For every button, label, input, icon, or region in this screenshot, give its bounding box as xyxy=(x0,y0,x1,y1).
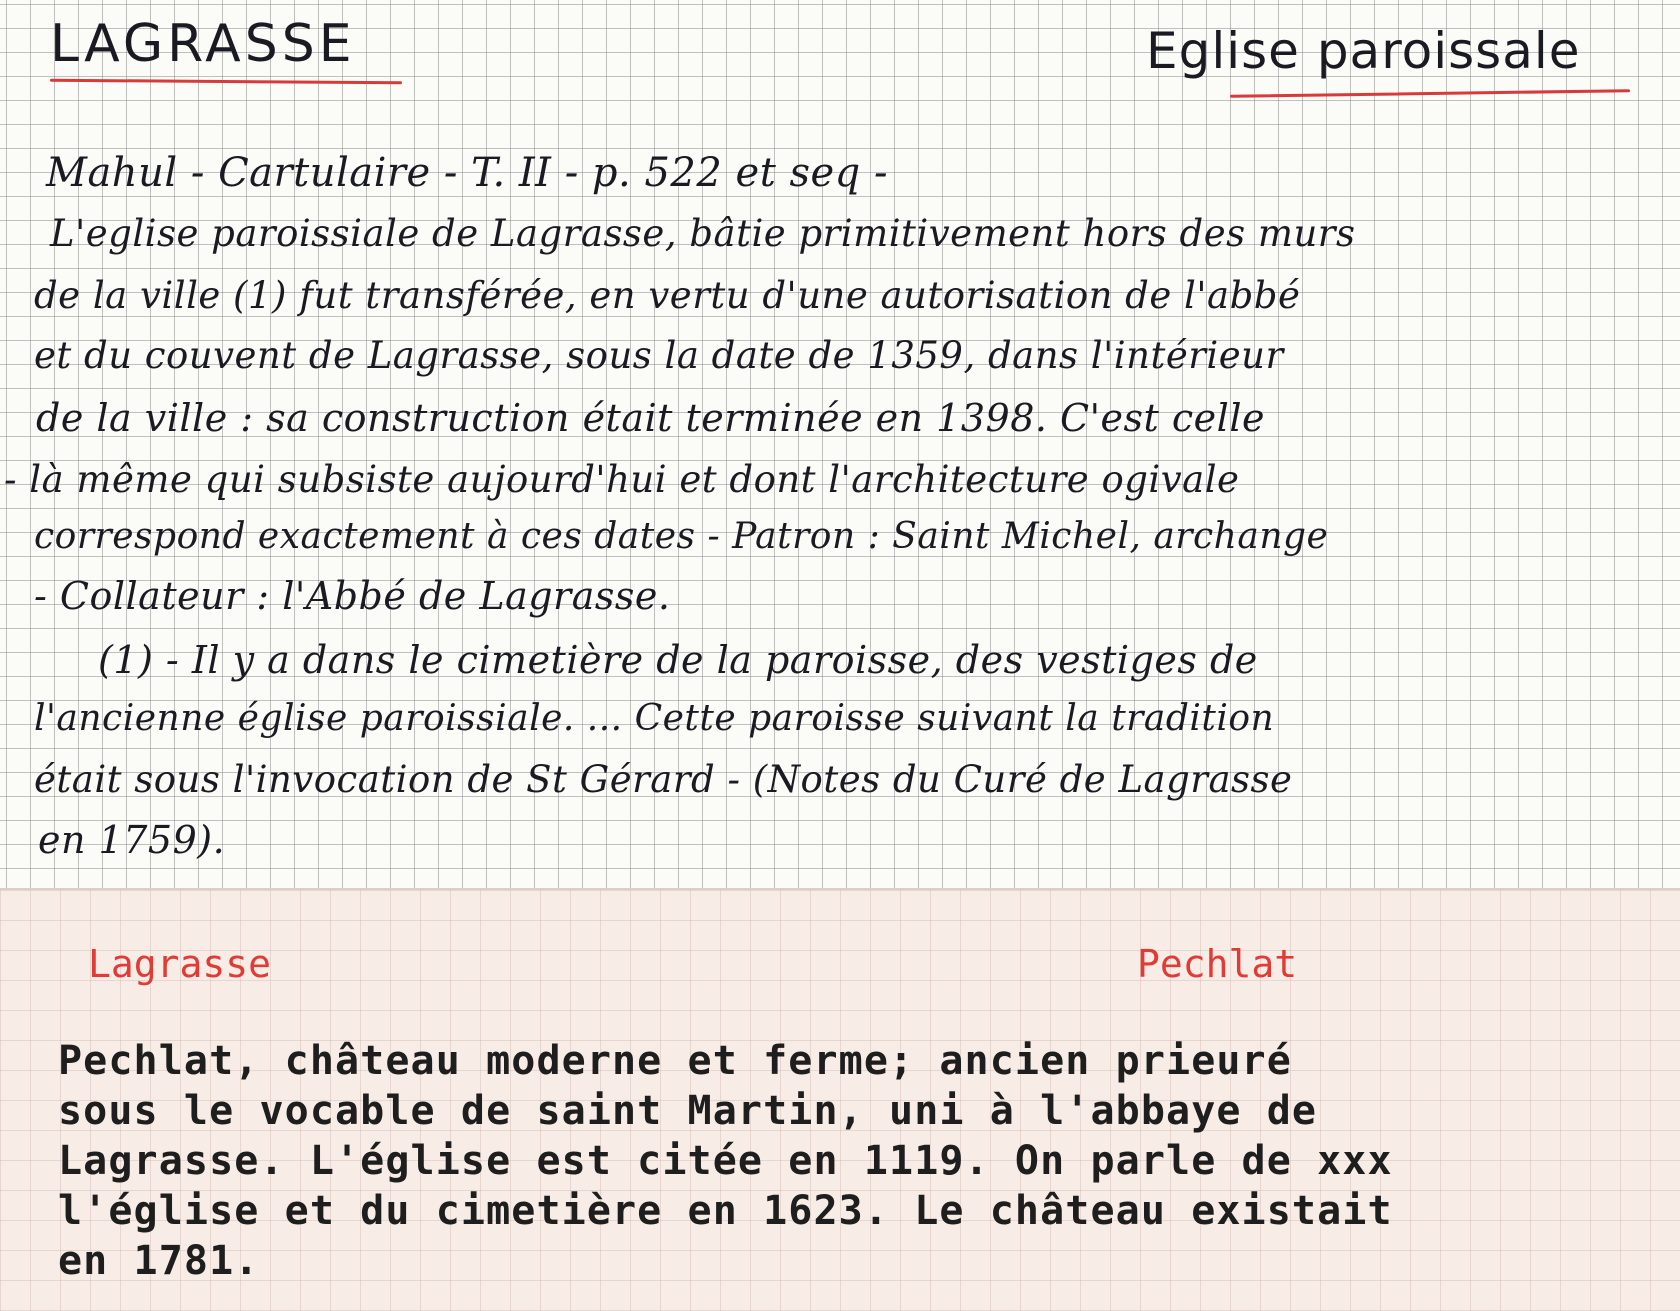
hand-line-9: (1) - Il y a dans le cimetière de la paroisse, des vestiges de xyxy=(98,638,1258,682)
hand-line-1: Mahul - Cartulaire - T. II - p. 522 et seq - xyxy=(46,150,889,196)
hand-line-2: L'eglise paroissiale de Lagrasse, bâtie primitivement hors des murs xyxy=(50,212,1356,255)
hand-line-6: - là même qui subsiste aujourd'hui et dont l'architecture ogivale xyxy=(4,458,1240,501)
hand-line-5: de la ville : sa construction était terminée en 1398. C'est celle xyxy=(36,396,1265,440)
hand-line-7: correspond exactement à ces dates - Patron : Saint Michel, archange xyxy=(34,516,1329,557)
typed-line-3: Lagrasse. L'église est citée en 1119. On parle de xxx xyxy=(58,1138,1393,1184)
hand-line-10: l'ancienne église paroissiale. ... Cette paroisse suivant la tradition xyxy=(34,698,1275,739)
card-title: LAGRASSE xyxy=(50,14,356,74)
typed-line-5: en 1781. xyxy=(58,1238,260,1284)
typed-heading-subject: Pechlat xyxy=(1137,942,1298,986)
typed-line-1: Pechlat, château moderne et ferme; ancien prieuré xyxy=(58,1038,1292,1084)
typed-line-2: sous le vocable de saint Martin, uni à l'abbaye de xyxy=(58,1088,1318,1134)
hand-line-11: était sous l'invocation de St Gérard - (Notes du Curé de Lagrasse xyxy=(34,758,1293,801)
hand-line-12: en 1759). xyxy=(38,818,226,862)
typed-heading-place: Lagrasse xyxy=(88,942,272,986)
typed-line-4: l'église et du cimetière en 1623. Le château existait xyxy=(58,1188,1393,1234)
hand-line-4: et du couvent de Lagrasse, sous la date de 1359, dans l'intérieur xyxy=(34,334,1284,377)
hand-line-3: de la ville (1) fut transférée, en vertu d'une autorisation de l'abbé xyxy=(34,274,1301,317)
typed-card xyxy=(0,888,1680,1311)
hand-line-8: - Collateur : l'Abbé de Lagrasse. xyxy=(34,574,671,618)
card-subject: Eglise paroissale xyxy=(1146,22,1581,80)
